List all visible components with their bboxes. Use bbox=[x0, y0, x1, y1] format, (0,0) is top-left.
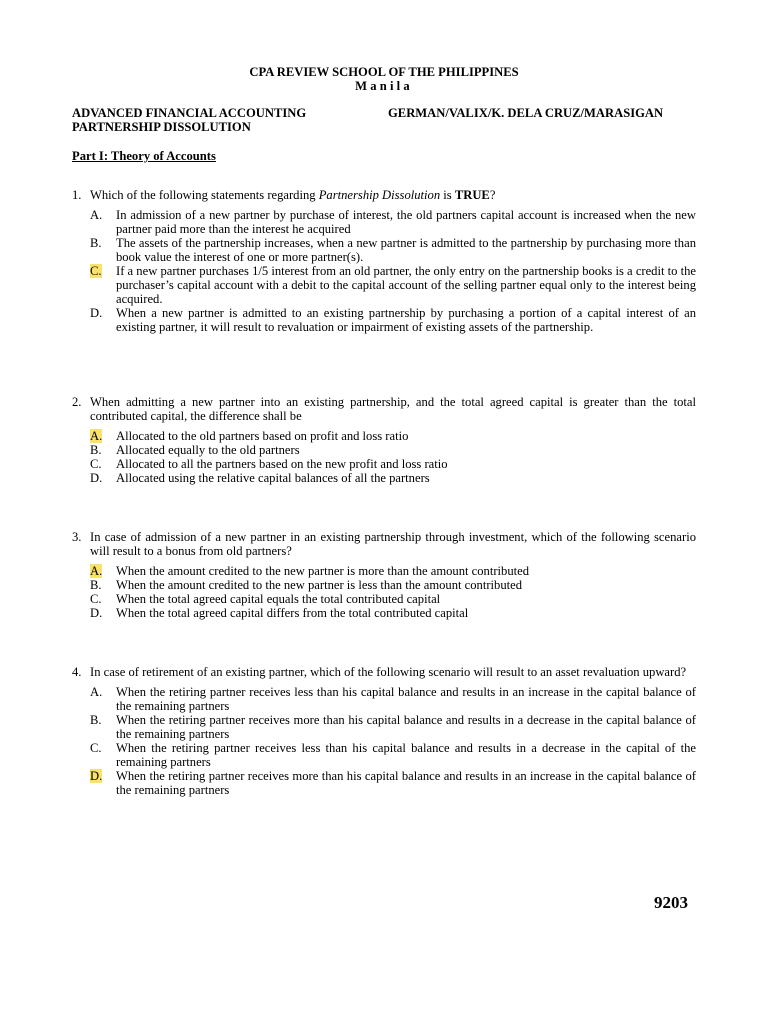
option-text: In admission of a new partner by purchase of interest, the old partners capital account is increased when the new partner paid more than the interest he acquired bbox=[116, 208, 696, 236]
option-c bbox=[90, 264, 696, 306]
option-letter: B. bbox=[90, 713, 102, 727]
answer-highlight: A. bbox=[90, 429, 103, 443]
option-letter: B. bbox=[90, 443, 102, 457]
school-city: Manila bbox=[355, 79, 413, 93]
option-letter: A. bbox=[90, 685, 103, 699]
option-letter: D. bbox=[90, 606, 103, 620]
option-d bbox=[90, 471, 696, 485]
option-b bbox=[90, 713, 696, 741]
option-letter: C. bbox=[90, 592, 102, 606]
option-a bbox=[90, 208, 696, 236]
options-list bbox=[72, 208, 696, 334]
options-list bbox=[72, 429, 696, 485]
option-text: When the total agreed capital equals the total contributed capital bbox=[116, 592, 441, 606]
option-text: When the retiring partner receives less than his capital balance and results in a decrease in the capital of the remaining partners bbox=[116, 741, 696, 769]
question-4 bbox=[72, 665, 696, 797]
question-2 bbox=[72, 395, 696, 485]
option-letter: A. bbox=[90, 208, 103, 222]
option-text: When a new partner is admitted to an existing partnership by purchasing a portion of a capital interest of an existing partner, it will result to revaluation or impairment of existing assets of the partnership. bbox=[116, 306, 696, 334]
options-list bbox=[72, 685, 696, 797]
question-3 bbox=[72, 530, 696, 620]
option-text: When the retiring partner receives less than his capital balance and results in an increase in the capital balance of the remaining partners bbox=[116, 685, 696, 713]
answer-highlight: D. bbox=[90, 769, 103, 783]
part-title: Part I: Theory of Accounts bbox=[72, 149, 216, 163]
option-b bbox=[90, 443, 696, 457]
option-text: When the amount credited to the new partner is less than the amount contributed bbox=[116, 578, 523, 592]
option-letter-highlighted bbox=[90, 564, 116, 578]
option-d bbox=[90, 769, 696, 797]
option-text: Allocated to all the partners based on the new profit and loss ratio bbox=[116, 457, 448, 471]
option-text: Allocated using the relative capital balances of all the partners bbox=[116, 471, 430, 485]
option-text: Allocated equally to the old partners bbox=[116, 443, 300, 457]
question-text: When admitting a new partner into an existing partnership, and the total agreed capital is greater than the total contributed capital, the difference shall be bbox=[90, 395, 696, 423]
option-letter: B. bbox=[90, 578, 102, 592]
topic-title: PARTNERSHIP DISSOLUTION bbox=[72, 120, 251, 134]
option-letter: D. bbox=[90, 471, 103, 485]
option-letter: B. bbox=[90, 236, 102, 250]
question-number: 2. bbox=[72, 395, 82, 409]
question-number: 3. bbox=[72, 530, 82, 544]
answer-highlight: C. bbox=[90, 264, 102, 278]
option-b bbox=[90, 236, 696, 264]
question-text: In case of admission of a new partner in an existing partnership through investment, which of the following scenario will result to a bonus from old partners? bbox=[90, 530, 696, 558]
option-letter-highlighted bbox=[90, 769, 116, 797]
option-text: When the total agreed capital differs from the total contributed capital bbox=[116, 606, 469, 620]
option-c bbox=[90, 457, 696, 471]
option-letter: C. bbox=[90, 457, 102, 471]
option-text: When the retiring partner receives more than his capital balance and results in an increase in the capital balance of the remaining partners bbox=[116, 769, 696, 797]
option-d bbox=[90, 606, 696, 620]
question-number: 1. bbox=[72, 188, 82, 202]
options-list bbox=[72, 564, 696, 620]
option-text: Allocated to the old partners based on profit and loss ratio bbox=[116, 429, 409, 443]
school-name: CPA REVIEW SCHOOL OF THE PHILIPPINES bbox=[249, 65, 519, 79]
option-letter: D. bbox=[90, 306, 103, 320]
question-text: In case of retirement of an existing partner, which of the following scenario will result to an asset revaluation upward? bbox=[90, 665, 687, 679]
option-d bbox=[90, 306, 696, 334]
option-a bbox=[90, 429, 696, 443]
course-title: ADVANCED FINANCIAL ACCOUNTING bbox=[72, 106, 307, 120]
question-text: Which of the following statements regarding Partnership Dissolution is TRUE? bbox=[90, 188, 496, 202]
option-text: When the retiring partner receives more than his capital balance and results in a decrease in the capital balance of the remaining partners bbox=[116, 713, 696, 741]
option-b bbox=[90, 578, 696, 592]
option-a bbox=[90, 564, 696, 578]
authors: GERMAN/VALIX/K. DELA CRUZ/MARASIGAN bbox=[388, 106, 664, 120]
question-1 bbox=[72, 188, 696, 334]
question-number: 4. bbox=[72, 665, 82, 679]
answer-highlight: A. bbox=[90, 564, 103, 578]
option-a bbox=[90, 685, 696, 713]
page-number: 9203 bbox=[654, 893, 688, 912]
option-text: The assets of the partnership increases, when a new partner is admitted to the partnership by purchasing more than book value the interest of one or more partner(s). bbox=[116, 236, 696, 264]
option-letter: C. bbox=[90, 741, 102, 755]
option-text: When the amount credited to the new partner is more than the amount contributed bbox=[116, 564, 530, 578]
option-c bbox=[90, 741, 696, 769]
option-letter-highlighted bbox=[90, 429, 116, 443]
option-text: If a new partner purchases 1/5 interest from an old partner, the only entry on the partnership books is a credit to the purchaser’s capital account with a debit to the capital account of the selling partner equal only to the interest being acquired. bbox=[116, 264, 696, 306]
option-letter-highlighted bbox=[90, 264, 116, 306]
option-c bbox=[90, 592, 696, 606]
